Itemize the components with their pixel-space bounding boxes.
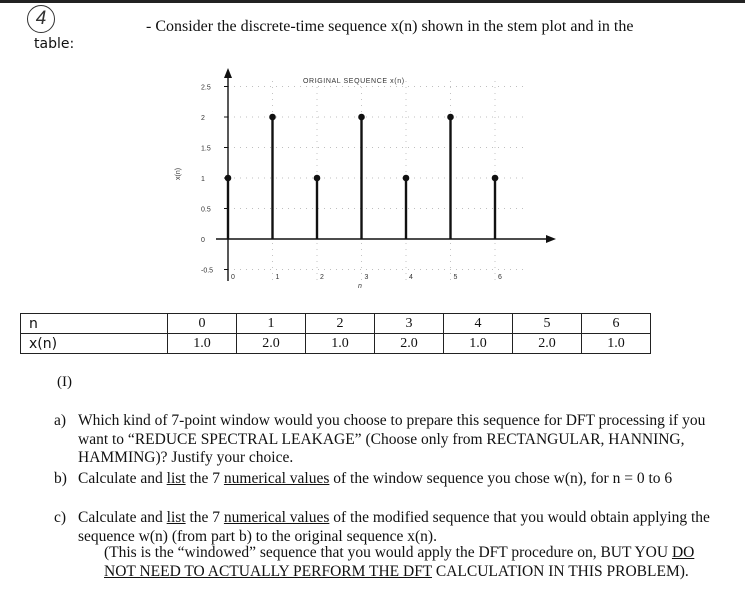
underlined-phrase: numerical values xyxy=(223,509,330,526)
table-cell: 2.0 xyxy=(513,334,582,354)
table-cell: 1.0 xyxy=(444,334,513,354)
y-axis-label: x(n) xyxy=(175,167,182,180)
top-rule xyxy=(0,0,745,3)
table-row-n xyxy=(21,314,651,334)
question-letter: c) xyxy=(54,509,67,526)
y-tick-label: 0 xyxy=(201,237,205,244)
question-text: Which kind of 7-point window would you choose to prepare this sequence for DFT processing if you want to “REDUCE SPECTRAL LEAKAGE” (Choose only from RECTANGULAR, HANNING, HAMMING)? Justify your choice. xyxy=(78,412,706,466)
stem-marker xyxy=(447,114,454,121)
table-cell: 4 xyxy=(444,314,513,334)
x-tick-label: 1 xyxy=(275,274,280,281)
underlined-word: list xyxy=(166,470,186,487)
question-b xyxy=(54,470,734,489)
y-tick-label: 0.5 xyxy=(201,206,211,214)
question-text: Calculate and list the 7 numerical values of the window sequence you chose w(n), for n = 0 to 6 xyxy=(78,470,673,487)
underlined-phrase: DO NOT NEED TO ACTUALLY PERFORM THE DFT xyxy=(104,544,695,580)
table-cell: 0 xyxy=(168,314,237,334)
underlined-word: list xyxy=(166,509,186,526)
intro-text: - Consider the discrete-time sequence x(n) shown in the stem plot and in the xyxy=(146,18,634,35)
x-tick-label: 2 xyxy=(320,274,324,281)
question-a xyxy=(54,412,734,468)
note-text: (This is the “windowed” sequence that you would apply the DFT procedure on, BUT YOU DO NOT NEED TO ACTUALLY PERFORM THE DFT CALCULATION IN THIS PROBLEM). xyxy=(104,544,695,580)
table-cell: 3 xyxy=(375,314,444,334)
y-tick-label: -0.5 xyxy=(201,267,214,275)
table-cell: 2.0 xyxy=(237,334,306,354)
table-label: table: xyxy=(34,36,75,52)
stem-marker xyxy=(358,114,365,121)
y-tick-label: 1 xyxy=(201,176,205,183)
underlined-phrase: numerical values xyxy=(223,470,330,487)
table-row-xn xyxy=(21,334,651,354)
stem-marker xyxy=(269,114,276,121)
question-letter: b) xyxy=(54,470,67,487)
table-cell: 1.0 xyxy=(582,334,651,354)
section-heading: (I) xyxy=(57,374,72,390)
x-axis-label: n xyxy=(358,283,362,290)
table-cell: 1 xyxy=(237,314,306,334)
stem-marker xyxy=(492,175,499,182)
y-axis-arrow xyxy=(224,68,232,78)
problem-number-badge: 4 xyxy=(27,5,55,33)
table-cell: 1.0 xyxy=(168,334,237,354)
x-axis-arrow xyxy=(546,235,556,243)
question-c xyxy=(54,509,734,546)
table-cell: 5 xyxy=(513,314,582,334)
y-tick-label: 2.5 xyxy=(201,84,211,92)
stem-plot xyxy=(160,62,560,292)
x-tick-label: 4 xyxy=(409,274,413,281)
table-cell: 6 xyxy=(582,314,651,334)
table-cell: 1.0 xyxy=(306,334,375,354)
table-cell: 2.0 xyxy=(375,334,444,354)
question-letter: a) xyxy=(54,412,67,429)
y-tick-label: 1.5 xyxy=(201,145,211,153)
x-tick-label: 6 xyxy=(498,274,502,281)
stem-marker xyxy=(314,175,321,182)
x-tick-label: 0 xyxy=(231,274,235,281)
table-row-label: x(n) xyxy=(21,334,168,354)
sequence-table xyxy=(20,313,651,354)
chart-title: ORIGINAL SEQUENCE x(n) xyxy=(303,78,405,85)
table-cell: 2 xyxy=(306,314,375,334)
x-tick-label: 5 xyxy=(453,274,458,281)
question-text: Calculate and list the 7 numerical values of the modified sequence that you would obtain applying the sequence w(n) (from part b) to the original sequence x(n). xyxy=(78,509,710,545)
stem-marker xyxy=(225,175,232,182)
stem-marker xyxy=(403,175,410,182)
x-tick-label: 3 xyxy=(364,274,369,281)
table-row-label: n xyxy=(21,314,168,334)
y-tick-label: 2 xyxy=(201,115,205,122)
